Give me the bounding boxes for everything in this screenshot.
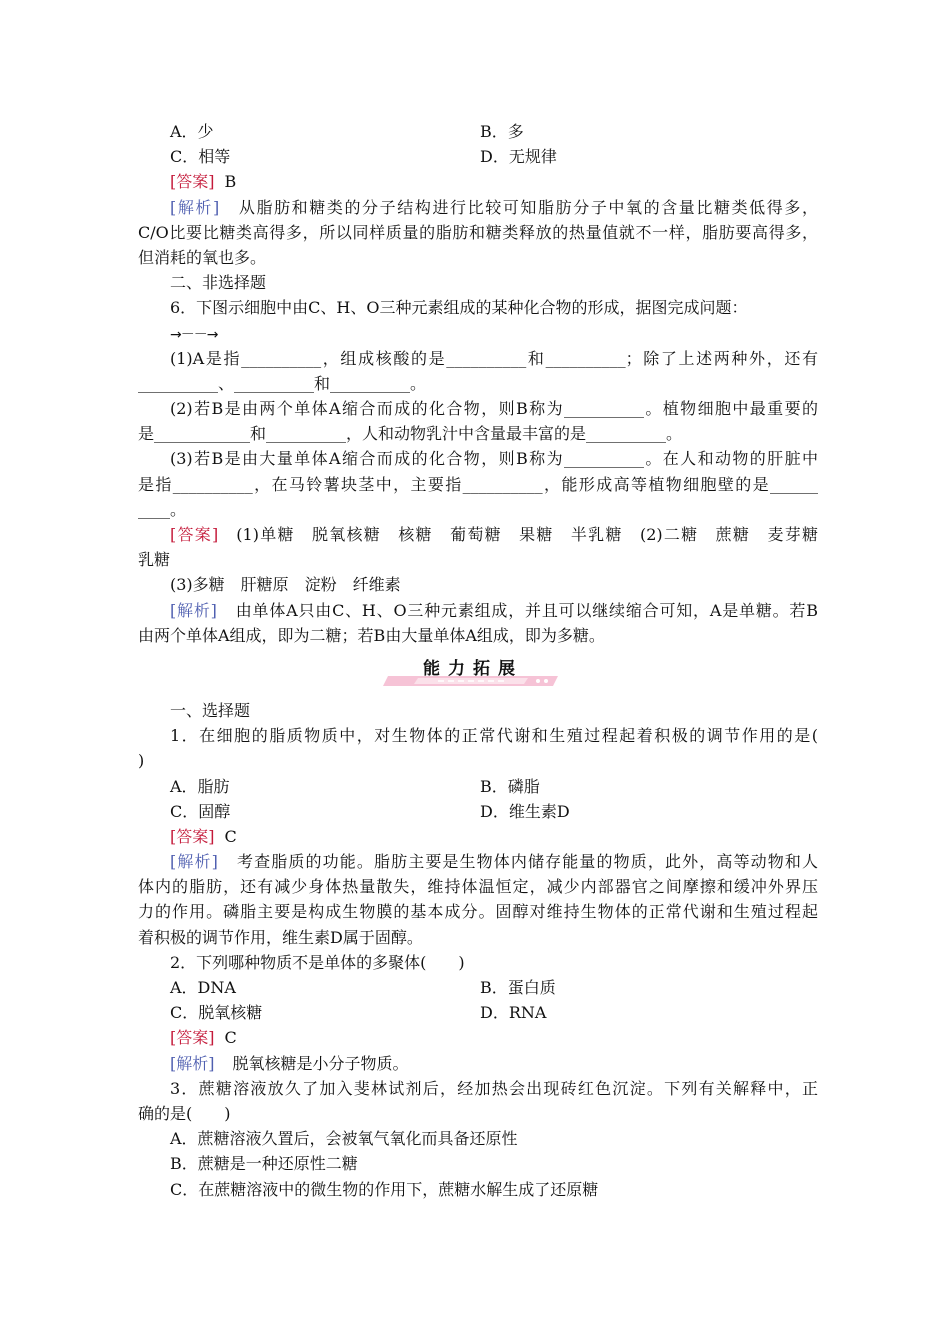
q1-analysis-line-2: 体内的脂肪，还有减少身体热量散失，维持体温恒定，减少内部器官之间摩擦和缓冲外界压 [138, 877, 818, 897]
q2-analysis-text: 脱氧核糖是小分子物质。 [232, 1053, 409, 1073]
analysis-tag: [解析] [170, 852, 218, 872]
q1-answer [138, 824, 818, 849]
q2-option-b: B．蛋白质 [480, 978, 556, 997]
q5-option-c: C．相等 [170, 147, 231, 167]
q2-option-a: A．DNA [170, 978, 236, 997]
banner-graphic [378, 658, 568, 688]
q2-option-c: C．脱氧核糖 [170, 1003, 263, 1023]
q2-answer [138, 1025, 818, 1050]
q2-stem: 2．下列哪种物质不是单体的多聚体( ) [170, 952, 465, 972]
q3-option-c: C．在蔗糖溶液中的微生物的作用下，蔗糖水解生成了还原糖 [170, 1179, 599, 1199]
q6-part1-line-2: __________、__________和__________。 [138, 373, 427, 393]
answer-tag: [答案] [170, 826, 215, 846]
q1-analysis-line-1 [138, 849, 818, 874]
q1-option-a: A．脂肪 [170, 776, 230, 796]
q5-option-d: D．无规律 [480, 147, 557, 167]
q3-option-a: A．蔗糖溶液久置后，会被氧气氧化而具备还原性 [170, 1129, 518, 1149]
q2-option-d: D．RNA [480, 1003, 547, 1023]
q6-answer-line-2: 乳糖 [138, 550, 171, 570]
q5-analysis-line-2: C/O比要比糖类高得多，所以同样质量的脂肪和糖类释放的热量值就不一样，脂肪要高得多， [138, 222, 818, 242]
q1-analysis-line-3: 力的作用。磷脂主要是构成生物膜的基本成分。固醇对维持生物体的正常代谢和生殖过程起 [138, 902, 818, 922]
q1-analysis-text: 考查脂质的功能。脂肪主要是生物体内储存能量的物质，此外，高等动物和人 [235, 852, 818, 872]
q3-stem-line-1: 3．蔗糖溶液放久了加入斐林试剂后，经加热会出现砖红色沉淀。下列有关解释中，正 [170, 1078, 818, 1098]
q1-answer-value: C [224, 826, 237, 846]
q2-options-row-2 [138, 1000, 818, 1025]
q5-analysis-text: 从脂肪和糖类的分子结构进行比较可知脂肪分子中氧的含量比糖类低得多， [237, 197, 818, 217]
q3-option-b: B．蔗糖是一种还原性二糖 [170, 1154, 358, 1174]
q1-stem-line-2: ) [138, 751, 145, 771]
q5-options-row-2 [138, 144, 818, 169]
q5-analysis-line-3: 但消耗的氧也多。 [138, 247, 267, 267]
q6-answer-text: (1)单糖 脱氧核糖 核糖 葡萄糖 果糖 半乳糖 (2)二糖 蔗糖 麦芽糖 [236, 525, 818, 544]
q5-analysis-line-1 [138, 195, 818, 220]
q6-answer-line-3: (3)多糖 肝糖原 淀粉 纤维素 [170, 575, 401, 595]
analysis-tag: [解析] [170, 1053, 215, 1073]
analysis-tag: [解析] [170, 600, 217, 620]
q6-stem: 6．下图示细胞中由C、H、O三种元素组成的某种化合物的形成，据图完成问题： [170, 298, 748, 318]
q5-option-a: A．少 [170, 122, 214, 141]
q1-option-d: D．维生素D [480, 801, 570, 821]
q5-option-b: B．多 [480, 122, 524, 141]
q2-analysis [138, 1051, 818, 1076]
q1-options-row-1 [138, 774, 818, 799]
q6-analysis-text: 由单体A只由C、H、O三种元素组成，并且可以继续缩合可知，A是单糖。若B [234, 600, 818, 620]
q6-part3-line-2: 是指__________，在马铃薯块茎中，主要指__________，能形成高等植物细胞壁的是______ [138, 474, 818, 494]
arrow-icon: →－－→ [170, 326, 218, 343]
q1-option-c: C．固醇 [170, 801, 231, 821]
answer-tag: [答案] [170, 1028, 215, 1048]
answer-tag: [答案] [170, 525, 219, 544]
q6-part3-line-3: ____。 [138, 499, 187, 519]
section-banner [138, 648, 818, 698]
q3-stem-line-2: 确的是( ) [138, 1103, 231, 1123]
q1-stem-line-1: 1．在细胞的脂质物质中，对生物体的正常代谢和生殖过程起着积极的调节作用的是( [170, 726, 818, 746]
q6-answer-line-1 [138, 522, 818, 547]
q2-answer-value: C [224, 1028, 237, 1048]
q1-options-row-2 [138, 799, 818, 824]
section-title-choice: 一、选择题 [170, 700, 251, 720]
banner-title: 能力拓展 [423, 658, 523, 679]
q1-option-b: B．磷脂 [480, 776, 540, 796]
q6-analysis-line-1 [138, 598, 818, 623]
q1-analysis-line-4: 着积极的调节作用，维生素D属于固醇。 [138, 927, 423, 947]
q5-options-row-1 [138, 119, 818, 144]
document-body [138, 119, 818, 1202]
q2-options-row-1 [138, 975, 818, 1000]
q6-figure-arrow [138, 321, 818, 346]
q6-part1-line-1: (1)A是指__________，组成核酸的是__________和__________；除了上述两种外，还有 [170, 348, 818, 368]
section-title-non-choice: 二、非选择题 [170, 273, 267, 293]
analysis-tag: [解析] [170, 197, 220, 217]
q5-answer [138, 169, 818, 194]
q6-analysis-line-2: 由两个单体A组成，即为二糖；若B由大量单体A组成，即为多糖。 [138, 625, 605, 645]
q5-answer-value: B [224, 172, 237, 192]
q6-part2-line-2: 是____________和__________，人和动物乳汁中含量最丰富的是__________。 [138, 424, 683, 444]
answer-tag: [答案] [170, 172, 215, 192]
q6-part3-line-1: (3)若B是由大量单体A缩合而成的化合物，则B称为__________。在人和动物的肝脏中 [170, 449, 818, 469]
q6-part2-line-1: (2)若B是由两个单体A缩合而成的化合物，则B称为__________。植物细胞中最重要的 [170, 399, 818, 419]
